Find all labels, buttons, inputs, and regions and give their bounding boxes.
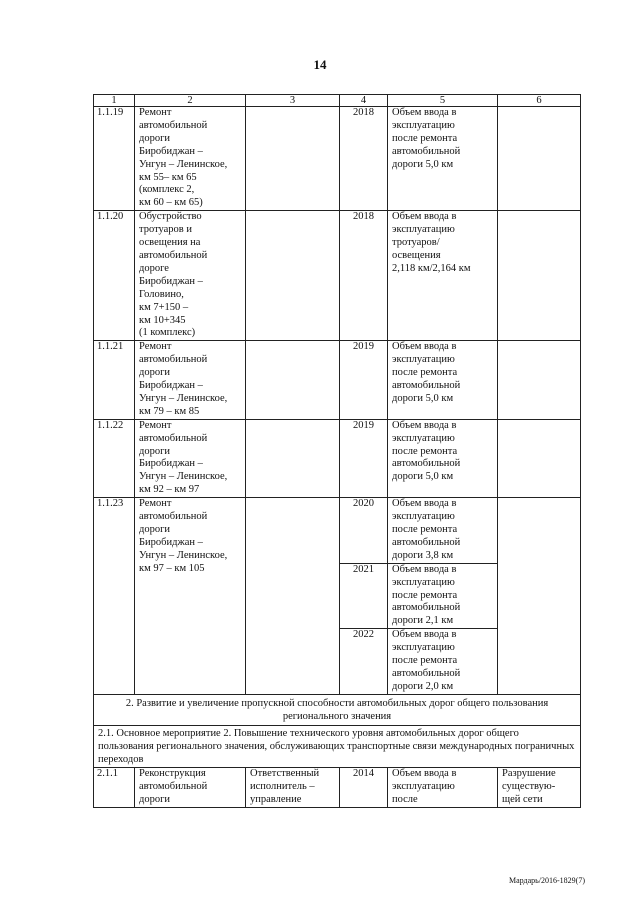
indicator: Объем ввода в эксплуатацию после ремонта автомобильной дороги 3,8 км bbox=[388, 498, 498, 564]
executor bbox=[246, 498, 340, 695]
subsection-title: 2.1. Основное мероприятие 2. Повышение технического уровня автомобильных дорог общего пользования регионального значения, обслуживающих транспортные связи международных пограничных переходов bbox=[94, 725, 581, 767]
indicator: Объем ввода в эксплуатацию после ремонта автомобильной дороги 5,0 км bbox=[388, 341, 498, 419]
table-row bbox=[94, 498, 581, 564]
table-row bbox=[94, 341, 581, 419]
measure-name: Обустройство тротуаров и освещения на автомобильной дороге Биробиджан – Головино, км 7+150 – км 10+345 (1 комплекс) bbox=[135, 211, 246, 341]
row-number: 1.1.23 bbox=[94, 498, 135, 695]
indicator: Объем ввода в эксплуатацию после ремонта автомобильной дороги 2,1 км bbox=[388, 563, 498, 629]
measure-name: Реконструкция автомобильной дороги bbox=[135, 767, 246, 807]
executor bbox=[246, 211, 340, 341]
year: 2019 bbox=[340, 419, 388, 497]
year: 2022 bbox=[340, 629, 388, 695]
row-number: 2.1.1 bbox=[94, 767, 135, 807]
section-row bbox=[94, 694, 581, 725]
executor bbox=[246, 341, 340, 419]
table-row bbox=[94, 419, 581, 497]
year: 2014 bbox=[340, 767, 388, 807]
table-row bbox=[94, 767, 581, 807]
row-number: 1.1.20 bbox=[94, 211, 135, 341]
executor: Ответственный исполнитель – управление bbox=[246, 767, 340, 807]
page-number: 14 bbox=[313, 57, 327, 72]
measure-name: Ремонт автомобильной дороги Биробиджан – Унгун – Ленинское, км 79 – км 85 bbox=[135, 341, 246, 419]
indicator: Объем ввода в эксплуатацию после ремонта автомобильной дороги 5,0 км bbox=[388, 107, 498, 211]
table-row bbox=[94, 107, 581, 211]
year: 2020 bbox=[340, 498, 388, 564]
column-header: 3 bbox=[246, 95, 340, 107]
column-header: 2 bbox=[135, 95, 246, 107]
subsection-row bbox=[94, 725, 581, 767]
result bbox=[498, 498, 581, 695]
table-row bbox=[94, 211, 581, 341]
measure-name: Ремонт автомобильной дороги Биробиджан – Унгун – Ленинское, км 97 – км 105 bbox=[135, 498, 246, 695]
column-header: 5 bbox=[388, 95, 498, 107]
column-header: 4 bbox=[340, 95, 388, 107]
result: Разрушение существую- щей сети bbox=[498, 767, 581, 807]
measures-table bbox=[93, 94, 581, 808]
column-header: 1 bbox=[94, 95, 135, 107]
result bbox=[498, 341, 581, 419]
section-title: 2. Развитие и увеличение пропускной способности автомобильных дорог общего пользования регионального значения bbox=[94, 694, 581, 725]
year: 2018 bbox=[340, 107, 388, 211]
indicator: Объем ввода в эксплуатацию после ремонта автомобильной дороги 2,0 км bbox=[388, 629, 498, 695]
measure-name: Ремонт автомобильной дороги Биробиджан – Унгун – Ленинское, км 55– км 65 (комплекс 2, км 60 – км 65) bbox=[135, 107, 246, 211]
executor bbox=[246, 107, 340, 211]
result bbox=[498, 211, 581, 341]
year: 2021 bbox=[340, 563, 388, 629]
column-header: 6 bbox=[498, 95, 581, 107]
measure-name: Ремонт автомобильной дороги Биробиджан – Унгун – Ленинское, км 92 – км 97 bbox=[135, 419, 246, 497]
indicator: Объем ввода в эксплуатацию после ремонта автомобильной дороги 5,0 км bbox=[388, 419, 498, 497]
column-number-row bbox=[94, 95, 581, 107]
row-number: 1.1.22 bbox=[94, 419, 135, 497]
year: 2018 bbox=[340, 211, 388, 341]
document-code: Мардарь/2016-1829(7) bbox=[508, 876, 585, 885]
row-number: 1.1.21 bbox=[94, 341, 135, 419]
result bbox=[498, 419, 581, 497]
executor bbox=[246, 419, 340, 497]
indicator: Объем ввода в эксплуатацию после bbox=[388, 767, 498, 807]
indicator: Объем ввода в эксплуатацию тротуаров/ освещения 2,118 км/2,164 км bbox=[388, 211, 498, 341]
result bbox=[498, 107, 581, 211]
row-number: 1.1.19 bbox=[94, 107, 135, 211]
year: 2019 bbox=[340, 341, 388, 419]
